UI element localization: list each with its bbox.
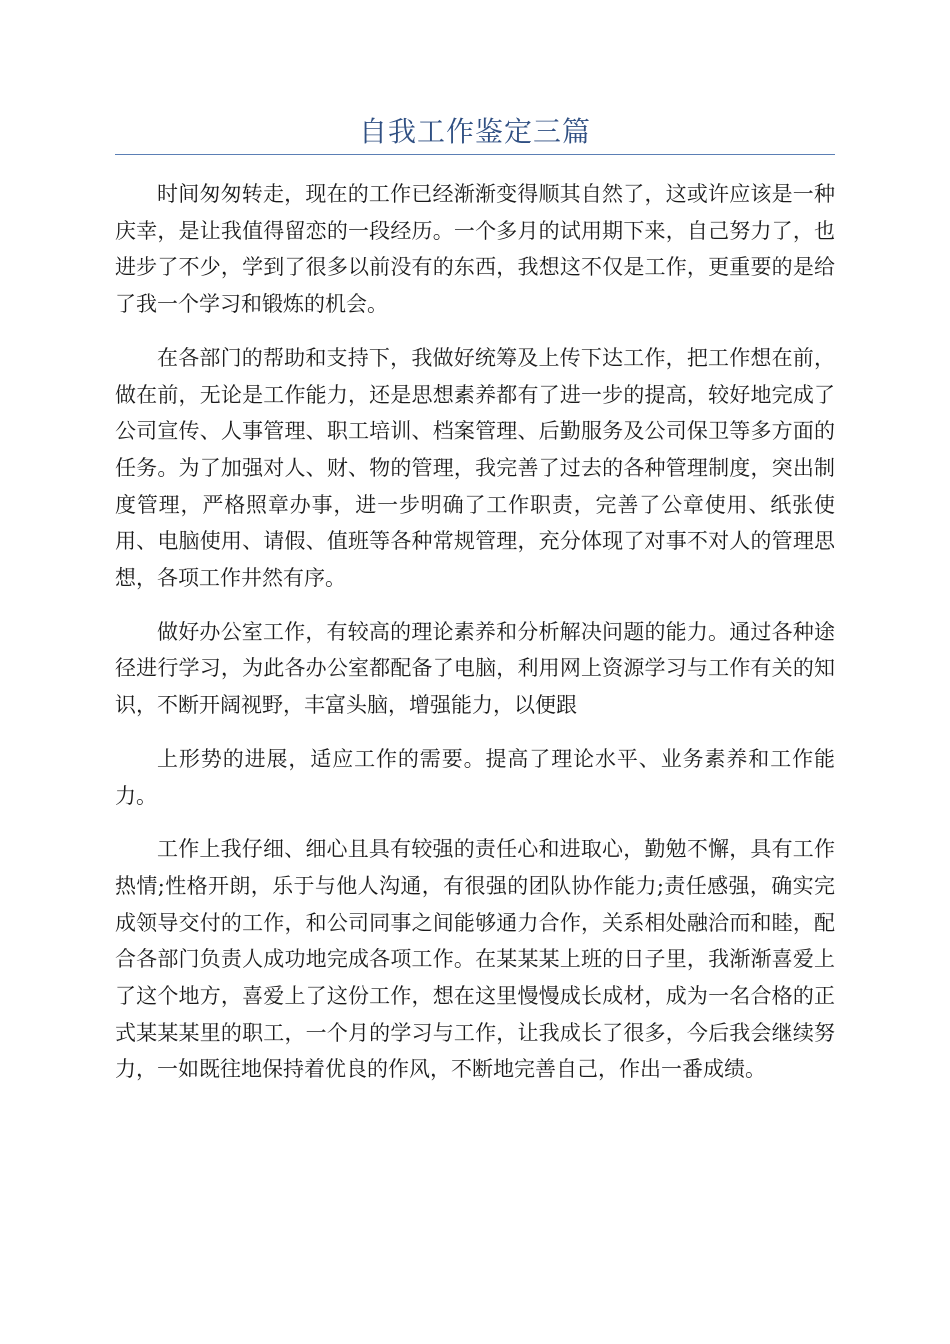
paragraph-4: 上形势的进展，适应工作的需要。提高了理论水平、业务素养和工作能力。 bbox=[115, 746, 835, 808]
paragraph-3: 做好办公室工作，有较高的理论素养和分析解决问题的能力。通过各种途径进行学习，为此各办公室都配备了电脑，利用网上资源学习与工作有关的知识，不断开阔视野，丰富头脑，增强能力，以便跟 bbox=[115, 619, 835, 718]
title-underline bbox=[115, 154, 835, 155]
paragraph-1: 时间匆匆转走，现在的工作已经渐渐变得顺其自然了，这或许应该是一种庆幸，是让我值得留恋的一段经历。一个多月的试用期下来，自己努力了，也进步了不少，学到了很多以前没有的东西，我想这不仅是工作，更重要的是给了我一个学习和锻炼的机会。 bbox=[115, 182, 835, 317]
document-body bbox=[115, 176, 835, 1105]
document-title: 自我工作鉴定三篇 bbox=[358, 115, 591, 148]
paragraph-5: 工作上我仔细、细心且具有较强的责任心和进取心，勤勉不懈，具有工作热情;性格开朗，乐于与他人沟通，有很强的团队协作能力;责任感强，确实完成领导交付的工作，和公司同事之间能够通力合作，关系相处融洽而和睦，配合各部门负责人成功地完成各项工作。在某某某上班的日子里，我渐渐喜爱上了这个地方，喜爱上了这份工作，想在这里慢慢成长成材，成为一名合格的正式某某某里的职工，一个月的学习与工作，让我成长了很多，今后我会继续努力，一如既往地保持着优良的作风，不断地完善自己，作出一番成绩。 bbox=[115, 837, 835, 1082]
paragraph-2: 在各部门的帮助和支持下，我做好统筹及上传下达工作，把工作想在前，做在前，无论是工作能力，还是思想素养都有了进一步的提高，较好地完成了公司宣传、人事管理、职工培训、档案管理、后勤服务及公司保卫等多方面的任务。为了加强对人、财、物的管理，我完善了过去的各种管理制度，突出制度管理，严格照章办事，进一步明确了工作职责，完善了公章使用、纸张使用、电脑使用、请假、值班等各种常规管理，充分体现了对事不对人的管理思想，各项工作井然有序。 bbox=[115, 345, 835, 591]
